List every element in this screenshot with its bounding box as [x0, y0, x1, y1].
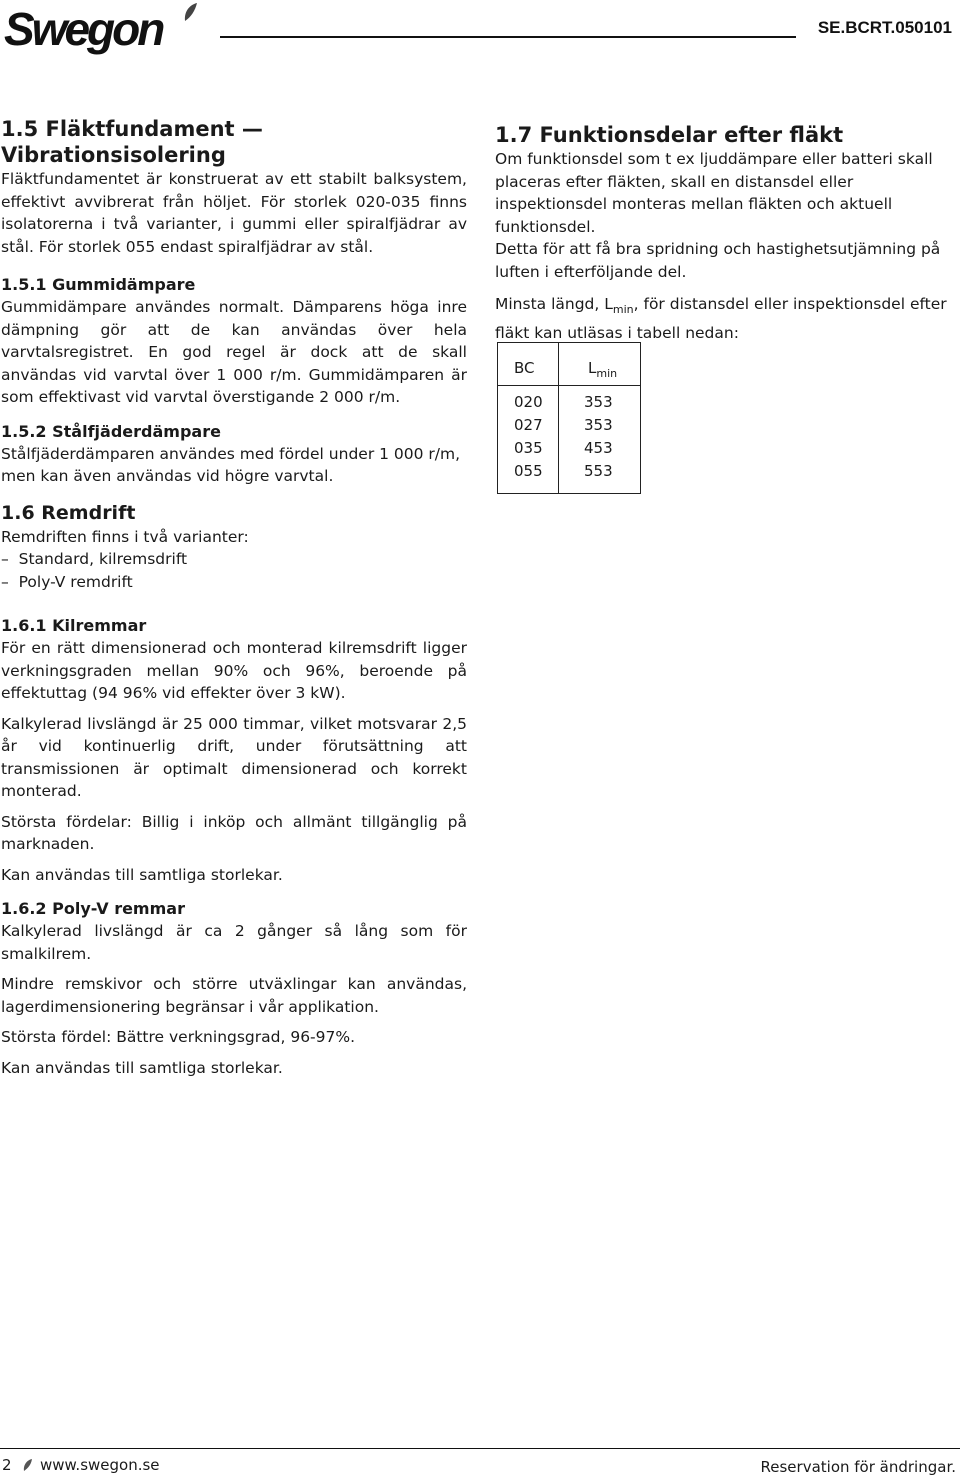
section-1-5-2-heading: 1.5.2 Stålfjäderdämpare — [1, 421, 221, 441]
section-1-6-1-paragraph-1: För en rätt dimensionerad och monterad kilremsdrift ligger verkningsgraden mellan 90% och 96%, beroende på effektuttag (94 96% vid effekter över 3 kW). — [1, 639, 467, 702]
section-1-6-1-paragraph-3: Största fördelar: Billig i inköp och allmänt tillgänglig på marknaden. — [1, 812, 467, 853]
section-1-6-1-paragraph-2: Kalkylerad livslängd är 25 000 timmar, vilket motsvarar 2,5 år vid kontinuerlig drift, under förutsättning att transmissionen är optimalt dimensionerad och korrekt monterad. — [1, 714, 467, 800]
leaf-icon — [182, 2, 198, 22]
table-cell-bc: 055 — [514, 462, 543, 480]
section-1-7-heading: 1.7 Funktionsdelar efter fläkt — [495, 123, 844, 147]
right-column — [495, 122, 960, 344]
table-header-bc: BC — [514, 359, 535, 377]
section-1-6-2-heading: 1.6.2 Poly-V remmar — [1, 899, 185, 918]
list-item: – Standard, kilremsdrift — [1, 548, 467, 571]
list-item: – Poly-V remdrift — [1, 571, 467, 594]
table-cell-lmin: 553 — [584, 462, 613, 480]
left-column — [1, 116, 467, 1079]
section-1-6-2-paragraph-3: Största fördel: Bättre verkningsgrad, 96-97%. — [1, 1028, 356, 1046]
footer-note: Reservation för ändringar. — [760, 1458, 956, 1476]
section-1-7-paragraph-2: Detta för att få bra spridning och hastighetsutjämning på luften i efterföljande del. — [495, 240, 941, 281]
table-cell-bc: 035 — [514, 439, 543, 457]
section-1-5-body: Fläktfundamentet är konstruerat av ett stabilt balksystem, effektivt avvibrerat från höljet. För storlek 020-035 finns isolatorerna i två varianter, i gummi eller spiralfjädrar av stål. För storlek 055 endast spiralfjädrar av stål. — [1, 170, 467, 256]
footer-rule — [0, 1448, 960, 1449]
subscript-min: min — [596, 367, 618, 380]
table-cell-lmin: 353 — [584, 393, 613, 411]
section-1-5-2-body: Stålfjäderdämparen användes med fördel under 1 000 r/m, men kan även användas vid högre varvtal. — [1, 444, 461, 485]
section-1-6-1-heading: 1.6.1 Kilremmar — [1, 616, 147, 635]
section-1-6-2-paragraph-4: Kan användas till samtliga storlekar. — [1, 1058, 283, 1077]
subscript-min: min — [612, 303, 634, 316]
paragraph-text: , för distansdel eller inspektionsdel efter fläkt kan utläsas i tabell nedan: — [495, 295, 947, 342]
section-1-7-paragraph-3 — [495, 293, 960, 344]
section-1-5-heading: 1.5 Fläktfundament — Vibrationsisolering — [1, 117, 263, 167]
table-header-rule — [498, 385, 640, 386]
section-1-6-1-paragraph-4: Kan användas till samtliga storlekar. — [1, 865, 283, 884]
header-rule — [220, 36, 796, 38]
document-code: SE.BCRT.050101 — [817, 18, 952, 37]
header-text: L — [588, 359, 597, 377]
table-cell-bc: 027 — [514, 416, 543, 434]
leaf-icon — [22, 1458, 33, 1472]
table-cell-bc: 020 — [514, 393, 543, 411]
paragraph-text: Minsta längd, L — [495, 295, 613, 313]
table-divider — [558, 343, 559, 493]
website-link[interactable]: www.swegon.se — [40, 1456, 160, 1474]
table-header-lmin — [588, 357, 617, 385]
section-1-6-intro: Remdriften finns i två varianter: — [1, 527, 249, 546]
page-number: 2 — [2, 1456, 12, 1474]
section-1-6-heading: 1.6 Remdrift — [1, 501, 136, 524]
lmin-table — [497, 342, 641, 494]
section-1-5-1-body: Gummidämpare användes normalt. Dämparens höga inre dämpning gör att de kan användas över hela varvtalsregistret. En god regel är dock att de skall användas vid varvtal över 1 000 r/m. Gummidämparen är som effektivast vid varvtal överstigande 2 000 r/m. — [1, 298, 467, 406]
section-1-5-1-heading: 1.5.1 Gummidämpare — [1, 275, 196, 294]
section-1-6-2-paragraph-2: Mindre remskivor och större utväxlingar kan användas, lagerdimensionering begränsar i vår applikation. — [1, 975, 467, 1016]
section-1-6-2-paragraph-1: Kalkylerad livslängd är ca 2 gånger så lång som för smalkilrem. — [1, 922, 467, 963]
table-cell-lmin: 353 — [584, 416, 613, 434]
section-1-7-paragraph-1: Om funktionsdel som t ex ljuddämpare eller batteri skall placeras efter fläkten, skall en distansdel eller inspektionsdel monteras mellan fläkten och aktuell funktionsdel. — [495, 150, 933, 236]
table-cell-lmin: 453 — [584, 439, 613, 457]
swegon-logo: Swegon — [4, 3, 163, 55]
